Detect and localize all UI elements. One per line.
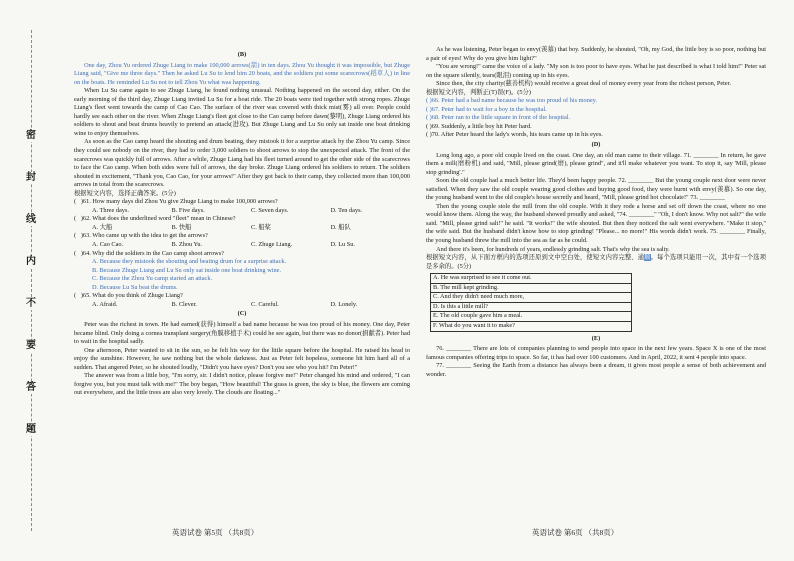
option: B. Five days. <box>171 206 205 214</box>
option: B. Zhou Yu. <box>171 241 203 249</box>
question-text: )64. Why did the soldiers in the Cao camp shoot arrows? <box>80 249 224 257</box>
passage-d-paragraph: Soon the old couple had a much better life. They'd been happy people. 72. ________ But the young couple next door were never satisfied. When they saw the old couple wearing good clothes and buying good food, they were burnt with envy(羡慕). So one day, the young husband went to the old couple's house secretly and heard, "Mill, please grind hot chocolate!" 73. ________ <box>426 177 766 202</box>
page-footer-right: 英语试卷 第6页 （共8页） <box>532 528 619 537</box>
section-b-title: (B) <box>237 51 247 58</box>
seal-char: 内 <box>26 256 36 267</box>
passage-c-paragraph: One afternoon, Peter wanted to sit in the sun, so he felt his way for the little square before the hospital. He raised his head to enjoy the sunshine. However, he saw nothing but the whole darkness. Just as Peter felt hopeless, someone hit him hard all of a sudden. That angered Peter, so he shouted loudly, "Didn't you have eyes? Don't you see who you hit? I'm Peter!" <box>74 346 410 371</box>
question-62-options <box>74 224 410 233</box>
true-false-item: ( )66. Peter had a bad name because he was too proud of his money. <box>426 97 597 105</box>
passage-e-paragraph: 77. ________ Seeing the Earth from a distance has always been a dream, it gives most people a sense of both achievement and wonder. <box>426 362 766 378</box>
page-footer-left: 英语试卷 第5页 （共8页） <box>172 528 259 537</box>
question-65-options <box>74 301 410 310</box>
option: B. 快船 <box>171 223 192 231</box>
passage-c-paragraph: As he was listening, Peter began to envy(羡慕) that boy. Suddenly, he shouted, "Oh, my God, the little boy is so poor, nothing but a pair of eyes! Why do you give him light?" <box>426 46 766 62</box>
option: A. Because they mistook the shouting and beating drum for a surprise attack. <box>92 258 287 266</box>
box-option: E. The old couple gave him a meal. <box>431 312 631 322</box>
option: B. Clever. <box>171 300 197 308</box>
option: C. Zhuge Liang. <box>251 241 293 249</box>
section-b-instruction: 根据短文内容，选择正确答案。(5分) <box>74 189 176 197</box>
options-box <box>430 273 632 331</box>
instruction-text: 根据短文内容，从下面方框内的选项还原到文中空白处，使短文内容完整、通 <box>426 254 645 262</box>
option: A. Cao Cao. <box>92 241 124 249</box>
seal-margin <box>0 0 62 561</box>
passage-c-paragraph: Since then, the city charity(慈善机构) would receive a great deal of money every year from the richest person, Peter. <box>436 80 732 88</box>
box-option: D. Is this a little mill? <box>431 303 631 313</box>
question-64: ( )64. Why did the soldiers in the Cao camp shoot arrows? <box>74 249 224 257</box>
section-d-instruction <box>426 254 766 271</box>
question-63-options <box>74 241 410 250</box>
question-62: ( )62. What does the underlined word "fleet" mean in Chinese? <box>74 215 236 223</box>
box-option: A. He was surprised to see it come out. <box>431 274 631 284</box>
section-c-instruction: 根据短文内容，判断正(T)误(F)。(5分) <box>426 88 531 96</box>
option: A. Three days. <box>92 206 129 214</box>
passage-c-paragraph: Peter was the richest in town. He had earned(获得) himself a bad name because he was too proud of his money. One day, Peter became blind. Only doing a cornea transplant surgery(角膜移植手术) could he see again, but there was no donor(捐献者). Peter had to wait in the hospital sadly. <box>74 320 410 346</box>
option: C. Seven days. <box>251 206 289 214</box>
option: D. 船队 <box>330 223 351 231</box>
section-c-title: (C) <box>237 310 247 318</box>
true-false-item: ( )69. Suddenly, a little boy hit Peter hard. <box>426 122 532 130</box>
option: D. Ten days. <box>330 206 363 214</box>
question-text: )63. Who came up with the idea to get the arrows? <box>80 232 208 240</box>
option: D. Lonely. <box>330 300 358 308</box>
passage-b-paragraph: When Lu Su came again to see Zhuge Liang, he found nothing unusual. Nothing happened on the second day, either. On the early morning of the third day, Zhuge Liang invited Lu Su for a boat ride. The 20 boats were tied together with strong ropes. Zhuge Liang's fleet went towards the camp of Cao Cao. The surface of the river was covered with thick mist(雾) all over. People could hardly see each other on the river. When Zhuge Liang's fleet got close to the Cao camp before dawn(黎明), Zhuge Liang ordered his soldiers to shout and beat drums heavily to pretend an attack(进攻). But Zhuge Liang and Lu Su only sat inside one boat drinking wine to enjoy themselves. <box>74 87 410 137</box>
seal-char: 密 <box>26 130 36 141</box>
passage-c-paragraph: "You are wrong!" came the voice of a lady. "My son is too poor to have eyes. What he just described is what I told him!" Peter sat on the square silently, tears(眼泪) coming up in his eyes. <box>426 63 766 79</box>
question-61: ( )61. How many days did Zhou Yu give Zhuge Liang to make 100,000 arrows? <box>74 198 278 206</box>
passage-e-paragraph: 76. ________ There are lots of companies planning to send people into space in the next few years. Space X is one of the most famous companies offering trips to space. So far, it has had over 100 customers. And in April, 2022, it sent 4 people into space. <box>426 345 766 361</box>
page-6-column <box>426 46 766 379</box>
true-false-item: ( )67. Peter had to wait for a boy in the hospital. <box>426 105 547 113</box>
seal-char: 不 <box>26 298 36 309</box>
question-text: )61. How many days did Zhou Yu give Zhuge Liang to make 100,000 arrows? <box>80 198 278 206</box>
question-text: )65. What do you think of Zhuge Liang? <box>80 292 183 300</box>
box-option: F. What do you want it to make? <box>433 321 515 329</box>
seal-char: 要 <box>26 340 36 351</box>
passage-b-paragraph: One day, Zhou Yu ordered Zhuge Liang to make 100,000 arrows(箭) in ten days. Zhou Yu thought it was impossible, but Zhuge Liang said, "Give me three days." Then he asked Lu Su to lend him 20 boats, and the soldiers put some scarecrows(稻草人) in line on the boats. He reminded Lu Su not to tell Zhou Yu what was happening. <box>74 61 410 86</box>
section-d-title: (D) <box>591 141 601 149</box>
seal-char: 答 <box>26 382 36 393</box>
passage-c-paragraph: The answer was from a little boy, "I'm sorry, sir. I didn't notice, please forgive me!" Peter changed his mind and ordered, "I can forgive you, but you must talk with me!" The boy began, "How beautiful! The grass is green, the sky is blue, the flowers are coming out everywhere, and the little trees are also very lovely. The clouds are floating..." <box>74 372 410 397</box>
section-e-title: (E) <box>591 334 601 342</box>
instruction-text: 。每个选项只能用一次，其中有一个选项是多余的。(5分) <box>426 254 767 270</box>
question-65: ( )65. What do you think of Zhuge Liang? <box>74 292 183 300</box>
passage-b-paragraph: As soon as the Cao camp heard the shouting and drum beating, they mistook it for a surprise attack by the Zhou Yu camp. Since they could see nobody on the river, they had to order 3,000 soldiers to shoot arrows to stop the unexpected attack. The front of the scarecrows was quickly full of arrows. After a while, Zhuge Liang had his fleet turned around to get the other side of the scarecrows to face the Cao camp. When both sides were full of arrows, the day broke. Zhuge Liang ordered his soldiers to return. The soldiers shouted in excitement, "Thank you, Cao Cao, for your arrows!" After they got back to their camp, they collected more than 100,000 arrows in total from the scarecrows. <box>74 138 410 189</box>
seal-char: 线 <box>26 214 36 225</box>
passage-d-paragraph: And there it's been, for hundreds of years, endlessly grinding salt. That's why the sea is salty. <box>436 245 670 253</box>
question-61-options <box>74 207 410 216</box>
passage-d-paragraph: Then the young couple stole the mill from the old couple. With it they rode a horse and set off down the coast, where no one would know them. Along the way, the husband showed proudly and asked, "74. ________" "Oh, I don't know. Why not salt?" the wife said. "Mill, please grind salt!" he said. "It works!" the wife shouted. But then they noticed the salt went everywhere. "Make it stop," the wife said. But the husband didn't know how to stop grinding! "Please... no more!" His words didn't work. 75. ________ Finally, the young husband threw the mill into the sea as far as he could. <box>426 202 766 245</box>
option: C. Because the Zhou Yu camp started an attack. <box>92 275 213 283</box>
passage-d-paragraph: Long long ago, a poor old couple lived on the coast. One day, an old man came to their village. 71. ________ In return, he gave them a mill(磨粉机) and said, "Mill, please grind(磨), please grind", and it'll make whatever you want. To stop it, say 'Mill, please stop grinding'." <box>426 151 766 176</box>
box-option: C. And they didn't need much more, <box>431 293 631 303</box>
true-false-item: ( )68. Peter ran to the little square in front of the hospital. <box>426 114 571 122</box>
option: A. Afraid. <box>92 300 118 308</box>
seal-line <box>31 30 32 531</box>
option: A. 大船 <box>92 223 113 231</box>
page-5-column <box>74 50 410 398</box>
question-63: ( )63. Who came up with the idea to get the arrows? <box>74 232 208 240</box>
seal-char: 封 <box>26 172 36 183</box>
option: D. Because Lu Su beat the drums. <box>92 283 178 291</box>
question-text: )62. What does the underlined word "fleet" mean in Chinese? <box>80 215 236 223</box>
true-false-item: ( )70. After Peter heard the lady's words, his tears came up in his eyes. <box>426 131 603 139</box>
box-option: B. The mill kept grinding. <box>431 284 631 294</box>
option: C. 船桨 <box>251 223 271 231</box>
option: D. Lu Su. <box>330 241 355 249</box>
seal-char: 题 <box>26 424 36 435</box>
option: C. Careful. <box>251 300 279 308</box>
option: B. Because Zhuge Liang and Lu Su only sat inside one boat drinking wine. <box>92 266 282 274</box>
highlighted-char: 顺 <box>644 254 651 262</box>
